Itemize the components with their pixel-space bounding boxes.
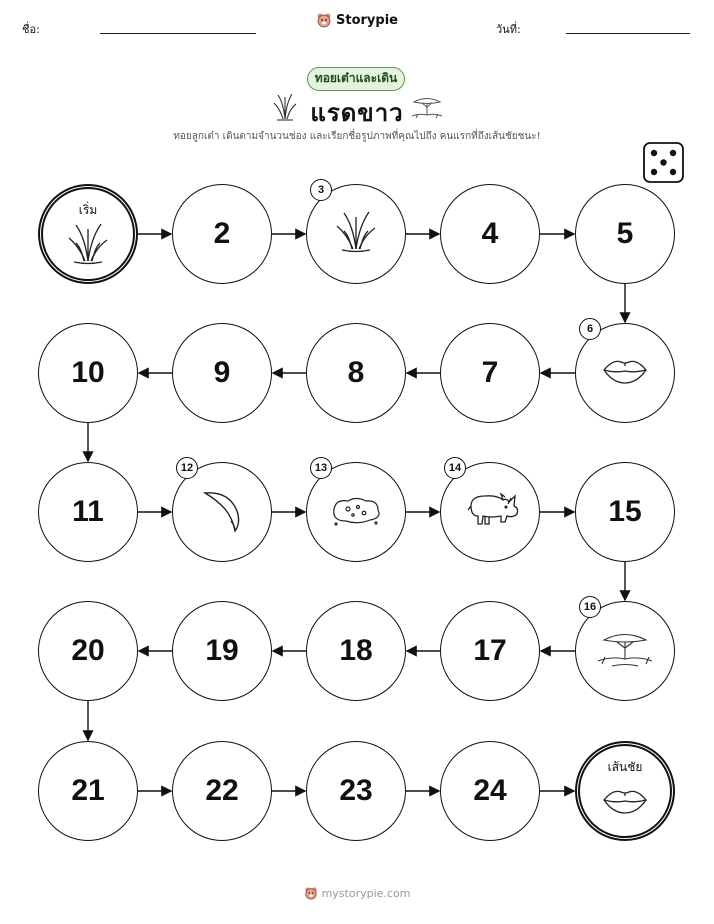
cell-number: 19 [205,634,239,667]
board-cell-5[interactable] [575,184,675,284]
cell-number: 18 [339,634,373,667]
rhino-icon [459,488,521,536]
board-cell-2[interactable] [172,184,272,284]
cell-number: 22 [205,774,239,807]
start-label: เริ่ม [78,203,98,217]
savanna-tree-icon [596,629,654,673]
cell-number: 20 [71,634,105,667]
cell-number: 9 [213,356,231,389]
board-cell-19[interactable] [172,601,272,701]
cell-number: 4 [481,217,499,250]
name-label: ชื่อ: [22,23,40,36]
cell-number: 2 [213,217,231,250]
board-cell-14[interactable] [440,462,540,562]
cell-number: 17 [473,634,507,667]
cell-number-badge: 12 [176,457,198,479]
cell-number: 5 [616,217,634,250]
board-cell-9[interactable] [172,323,272,423]
board-cell-18[interactable] [306,601,406,701]
board-cell-20[interactable] [38,601,138,701]
page-title: แรดขาว [310,99,404,127]
cell-number: 21 [71,774,105,807]
board-cell-15[interactable] [575,462,675,562]
board-cell-6[interactable] [575,323,675,423]
board-cell-7[interactable] [440,323,540,423]
board-cell-23[interactable] [306,741,406,841]
board-cell-11[interactable] [38,462,138,562]
game-tag: ทอยเต๋าและเดิน [307,67,405,91]
grass-icon [66,221,110,271]
bear-logo-icon [304,886,318,900]
footer [0,886,714,903]
board-cell-12[interactable] [172,462,272,562]
cell-number-badge: 13 [310,457,332,479]
grass-icon [334,209,378,259]
lips-icon [601,356,649,390]
board-cell-10[interactable] [38,323,138,423]
cell-number: 15 [608,495,642,528]
lips-icon [601,786,649,820]
brand-name: Storypie [336,12,398,28]
board-cell-21[interactable] [38,741,138,841]
board-cell-24[interactable] [440,741,540,841]
date-label: วันที่: [496,23,521,36]
horn-icon [199,485,245,539]
cell-number: 8 [347,356,365,389]
cell-number-badge: 3 [310,179,332,201]
cell-number: 10 [71,356,105,389]
board-cell-13[interactable] [306,462,406,562]
cell-number: 24 [473,774,507,807]
board-cell-17[interactable] [440,601,540,701]
cell-number: 11 [72,495,104,528]
board-cell-25[interactable] [575,741,675,841]
footer-url[interactable]: mystorypie.com [321,886,411,900]
cell-number: 7 [481,356,499,389]
board-cell-8[interactable] [306,323,406,423]
cell-number-badge: 6 [579,318,601,340]
board-cell-22[interactable] [172,741,272,841]
board-cell-16[interactable] [575,601,675,701]
board-cell-3[interactable] [306,184,406,284]
cell-number: 23 [339,774,373,807]
finish-label: เส้นชัย [607,760,643,774]
mud-puddle-icon [328,493,384,531]
cell-number-badge: 16 [579,596,601,618]
board-cell-4[interactable] [440,184,540,284]
cell-number-badge: 14 [444,457,466,479]
instructions: ทอยลูกเต๋า เดินตามจำนวนช่อง และเรียกชื่อรูปภาพที่คุณไปถึง คนแรกที่ถึงเส้นชัยชนะ! [173,131,541,142]
board-cell-1[interactable] [38,184,138,284]
